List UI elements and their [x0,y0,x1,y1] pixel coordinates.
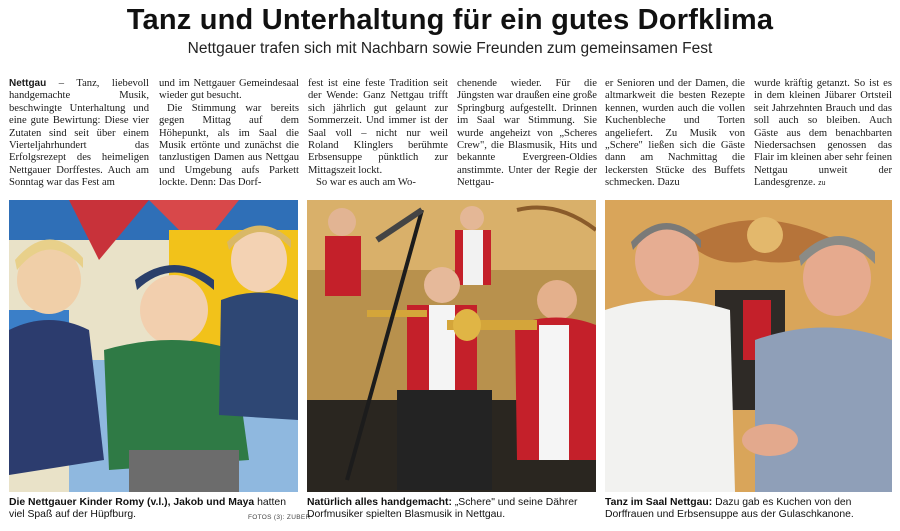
article-column-5 [605,78,745,190]
headline: Tanz und Unterhaltung für ein gutes Dorfklima [126,4,774,36]
article-column-3 [308,78,448,190]
caption-text: Dazu gab es Kuchen von den Dorffrauen und Erbsensuppe aus der Gulaschkanone. [605,497,854,521]
article-column-6 [754,78,892,190]
dateline: Nettgau [9,78,47,89]
photo-children-bouncy-castle [9,200,298,492]
caption-lead: Die Nettgauer Kinder Romy (v.l.), Jakob und Maya [9,497,255,508]
caption-text: hatten viel Spaß auf der Hüpfburg. [9,497,286,521]
column-text: Die Stimmung war bereits gegen Mittag auf dem Höhepunkt, als im Saal die Musik ertönte und zunächst die tanzlustigen Damen aus Nettgau und Umgebung aufs Parkett lockte. Denn: Das Dorf- [159,102,299,189]
caption-photo-3 [605,497,892,527]
photo-dancing-women [605,200,892,492]
article-column-2 [159,78,299,190]
caption-photo-2 [307,497,596,527]
subheadline: Nettgauer trafen sich mit Nachbarn sowie Freunden zum gemeinsamen Fest [187,40,713,57]
caption-lead: Natürlich alles handgemacht: [307,497,452,508]
photo-brass-band [307,200,596,492]
column-text: – Tanz, liebevoll handgemachte Musik, beschwingte Unterhaltung und eine gute Bewirtung: Diese vier Zutaten sind seit über einem Vierteljahrhundert das Erfolgsrezept des heimeligen Nettgauer Dorffestes. Auch am Sonntag war das Fest am [9,78,149,189]
column-text: er Senioren und der Damen, die altmarkweit die besten Rezepte kennen, wurden auch die vollen Kuchenbleche und Torten angeliefert. Zu Musik von „Schere" ließen sich die Gäste dann am Nachmittag die leckersten Stücke des Buffets schmecken. Dazu [605,78,745,189]
caption-lead: Tanz im Saal Nettgau: [605,497,713,508]
column-text: wurde kräftig getanzt. So ist es in dem kleinen Jübarer Ortsteil seit Jahrzehnten Brauch und das soll auch so bleiben. Auch Gäste aus dem benachbarten Niedersachsen genossen das Flair im kleinen aber sehr feinen Nettgau unweit der Landesgrenze. [754,78,892,189]
article-column-1 [9,78,149,190]
continuation-marker: zu [818,180,826,188]
caption-photo-1 [9,497,298,527]
article-column-4 [457,78,597,190]
column-text: chenende wieder. Für die Jüngsten war draußen eine große Springburg aufgestellt. Drinnen im Saal war Stimmung. Sie wurde angeheizt von „Scheres Crew", die Blasmusik, Hits und bekannte Evergreen-Oldies anstimmte. Unter der Regie der Nettgau- [457,78,597,189]
caption-text: „Schere" und seine Dährer Dorfmusiker spielten Blasmusik in Nettgau. [307,497,578,521]
photo-credit: FOTOS (3): ZUBER [248,514,311,521]
column-text: und im Nettgauer Gemeindesaal wieder gut besucht. [159,78,299,102]
column-text: fest ist eine feste Tradition seit der Wende: Ganz Nettgau trifft sich jährlich gut gelaunt zur Sommerzeit. Und immer ist der Saal voll – nicht nur weil Roland Klinglers berühmte Erbsensuppe pünktlich zur Mittagszeit lockt. [308,78,448,176]
column-text: So war es auch am Wo- [316,177,416,189]
